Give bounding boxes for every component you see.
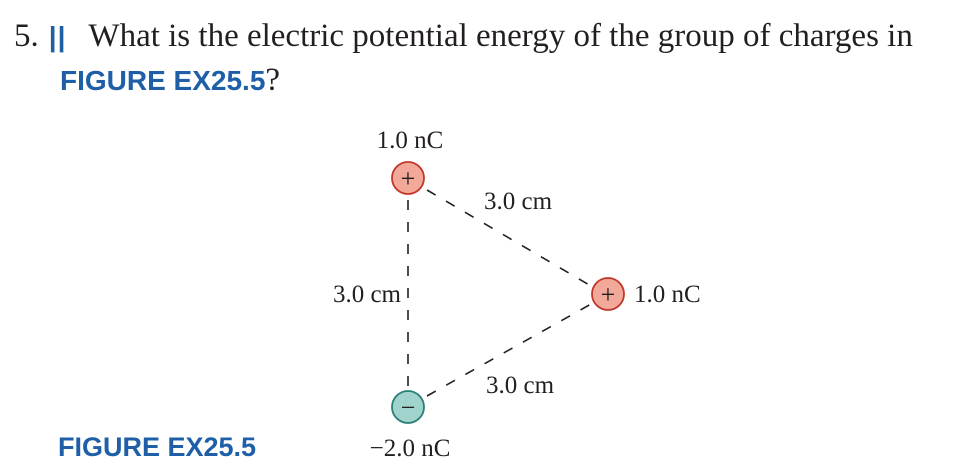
plus-sign-icon: +: [600, 280, 616, 309]
bottom-right-distance-label: 3.0 cm: [486, 372, 555, 399]
bottom-negative-charge: [392, 391, 424, 423]
top-charge-label: 1.0 nC: [376, 127, 444, 154]
question-end: ?: [265, 62, 281, 98]
top-positive-charge: [392, 162, 424, 194]
plus-sign-icon: +: [400, 164, 416, 193]
right-charge-label: 1.0 nC: [634, 281, 701, 308]
question-text: What is the electric potential energy of the group of charges in: [88, 18, 913, 54]
top-right-distance-label: 3.0 cm: [484, 188, 553, 215]
figure-caption: FIGURE EX25.5: [58, 432, 257, 462]
difficulty-mark: ||: [48, 21, 67, 52]
minus-sign-icon: −: [400, 393, 416, 422]
right-positive-charge: [592, 278, 624, 310]
bottom-charge-label: −2.0 nC: [369, 435, 451, 462]
problem-number: 5.: [14, 18, 39, 54]
figure-reference-link[interactable]: FIGURE EX25.5: [60, 65, 266, 96]
top-bottom-distance-label: 3.0 cm: [332, 281, 401, 308]
